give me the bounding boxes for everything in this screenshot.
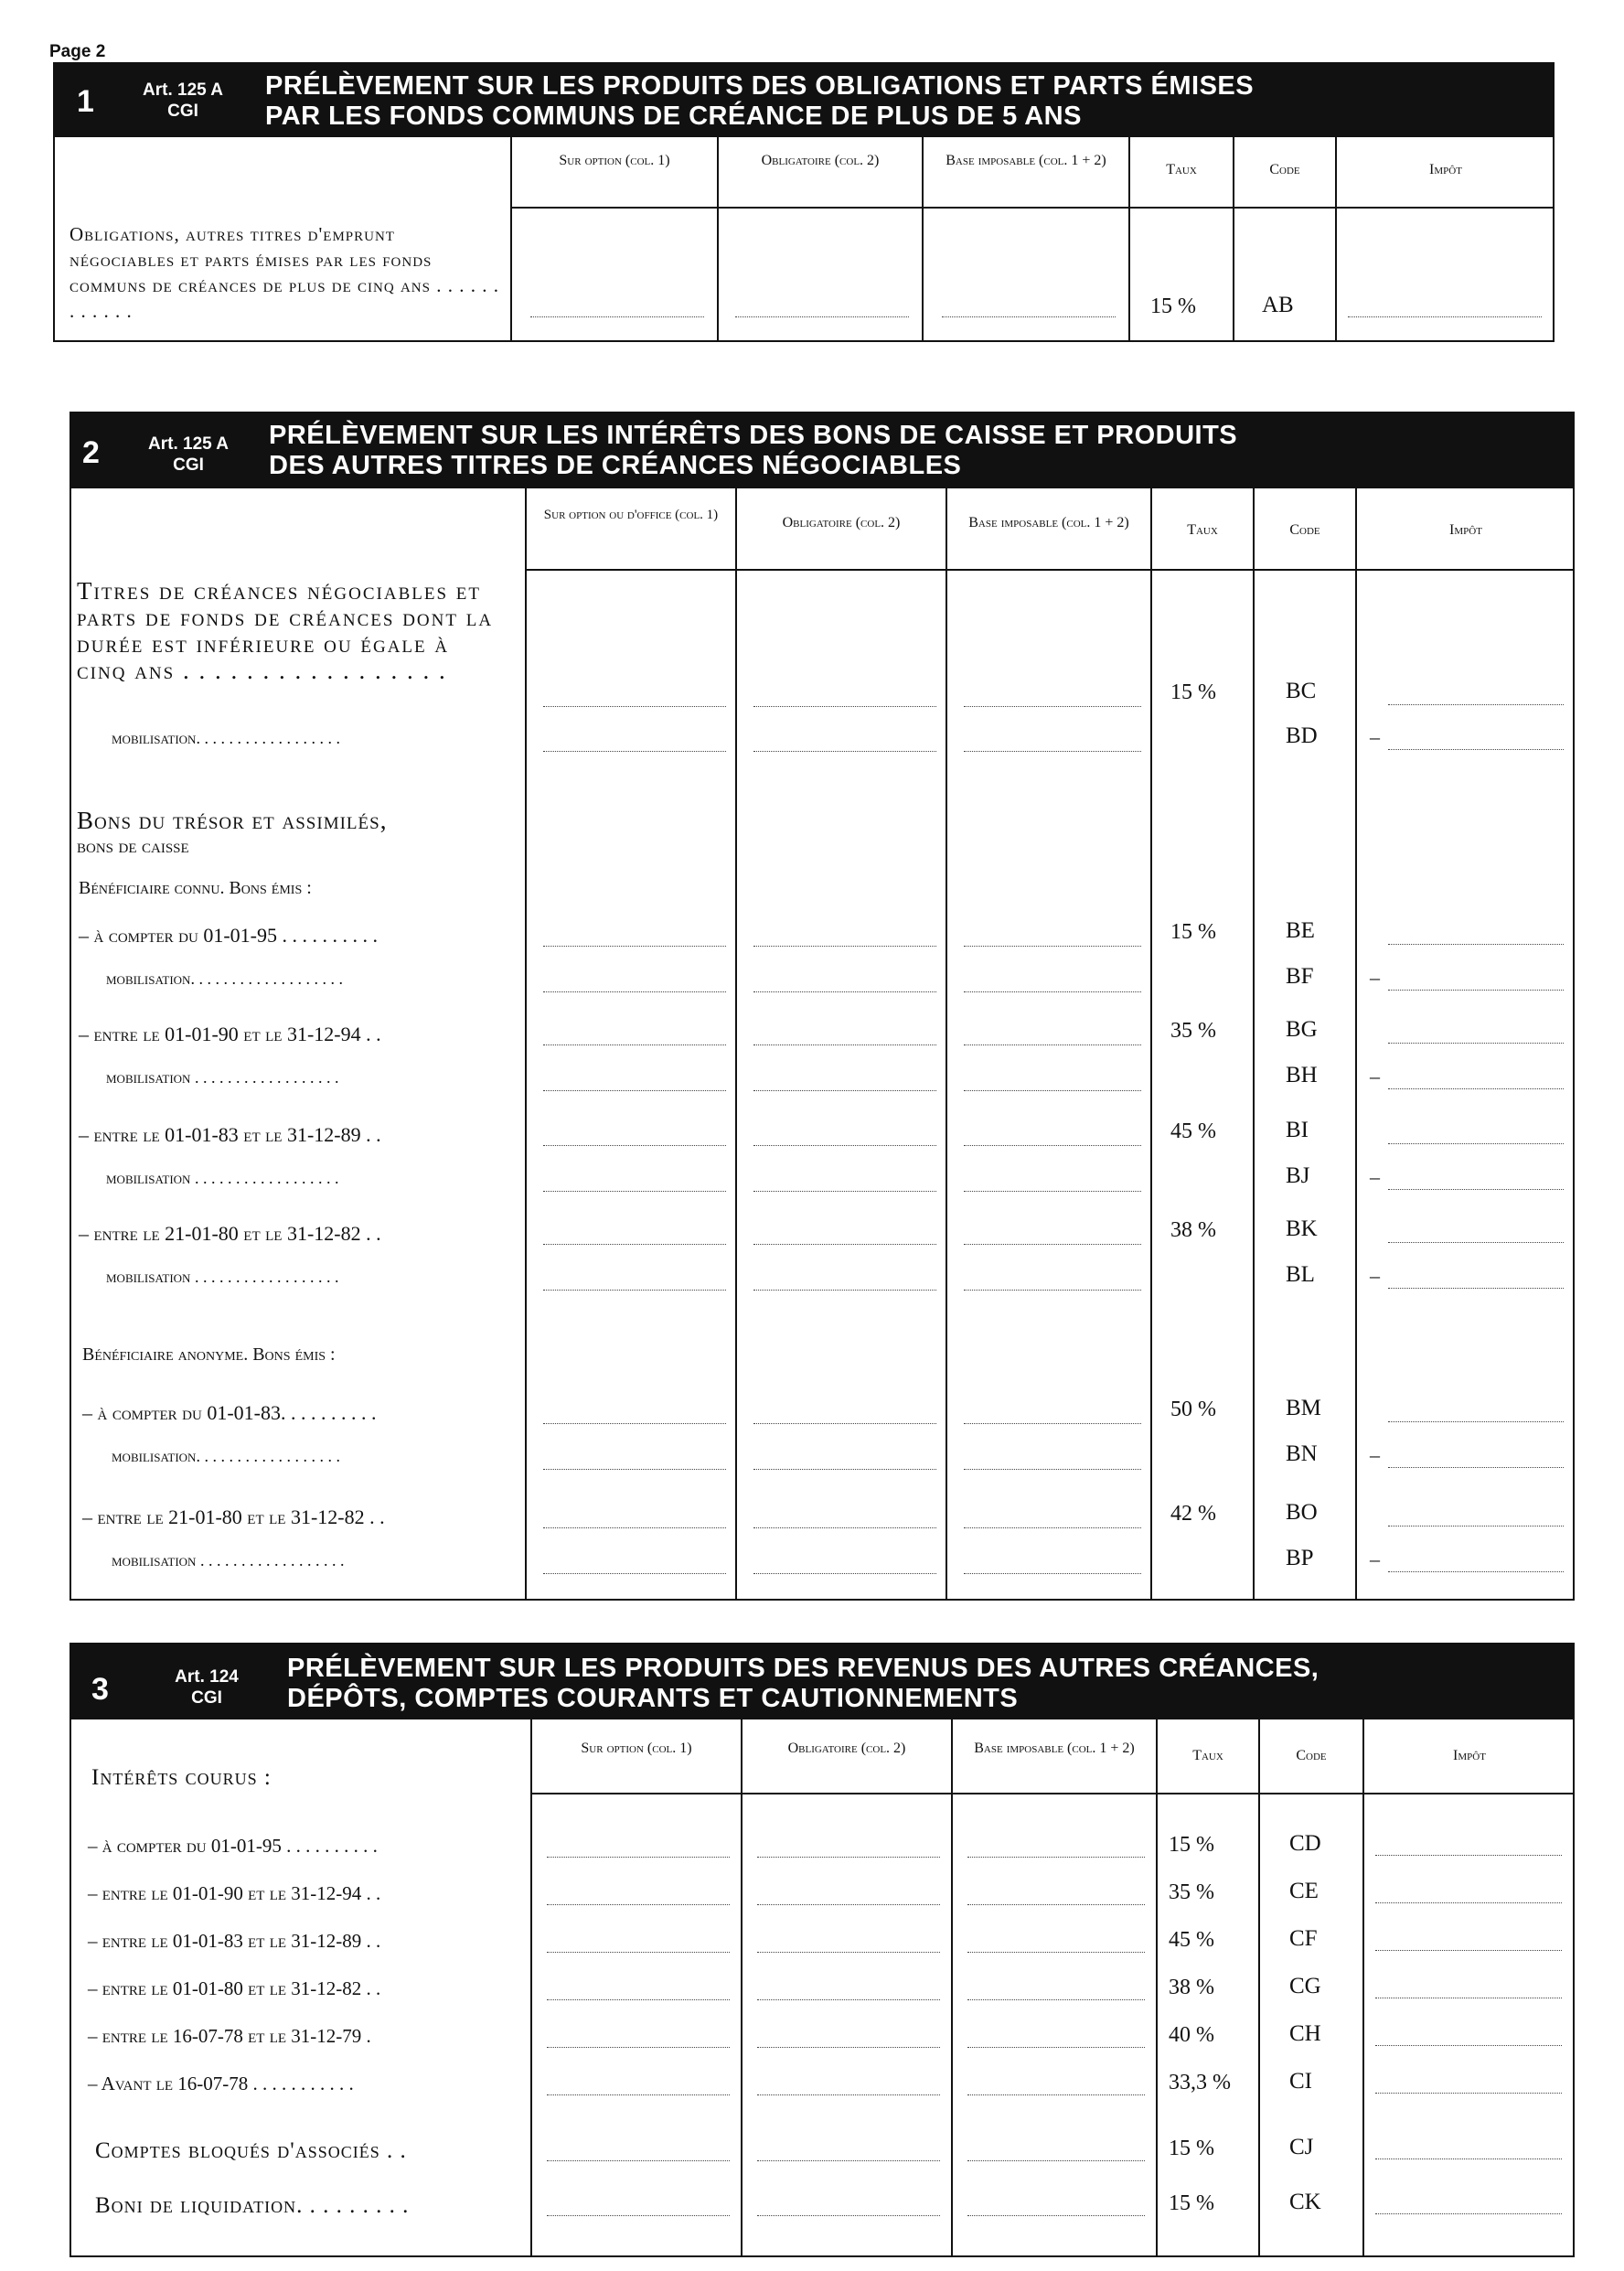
col-header-base-imposable: Base imposable (col. 1 + 2) bbox=[946, 153, 1106, 168]
section-title bbox=[287, 1654, 1319, 1714]
input-sur-option[interactable] bbox=[543, 1469, 726, 1470]
code: CG bbox=[1289, 1974, 1321, 1998]
rate: 42 % bbox=[1170, 1502, 1216, 1526]
code: BC bbox=[1286, 679, 1317, 703]
input-sur-option[interactable] bbox=[547, 2094, 730, 2095]
code: BK bbox=[1286, 1216, 1318, 1241]
section-title-line2: PAR LES FONDS COMMUNS DE CRÉANCE DE PLUS DE 5 ANS bbox=[265, 102, 1082, 131]
col-header-base-imposable: Base imposable (col. 1 + 2) bbox=[974, 1741, 1135, 1756]
section-number: 3 bbox=[91, 1672, 109, 1707]
section-1 bbox=[53, 62, 1555, 342]
beneficiaire-connu-label: Bénéficiaire connu. Bons émis : bbox=[79, 878, 312, 898]
code: BL bbox=[1286, 1262, 1315, 1287]
rate: 38 % bbox=[1170, 1218, 1216, 1242]
input-obligatoire[interactable] bbox=[753, 1290, 936, 1291]
input-obligatoire[interactable] bbox=[753, 1145, 936, 1146]
article-ref bbox=[128, 80, 238, 122]
period-label: – entre le 21-01-80 et le 31-12-82 . . bbox=[79, 1222, 381, 1245]
input-base-imposable[interactable] bbox=[964, 1191, 1141, 1192]
mobilisation-label: mobilisation . . . . . . . . . . . . . . . . . . bbox=[112, 1551, 345, 1569]
input-impot[interactable] bbox=[1388, 990, 1564, 991]
input-obligatoire[interactable] bbox=[753, 1244, 936, 1245]
input-base-imposable[interactable] bbox=[967, 2047, 1145, 2048]
input-obligatoire[interactable] bbox=[753, 1044, 936, 1045]
bons-tresor-label-line2: bons de caisse bbox=[77, 834, 189, 857]
input-obligatoire[interactable] bbox=[757, 2094, 940, 2095]
col-divider bbox=[951, 1719, 953, 2255]
section-title bbox=[269, 421, 1237, 481]
rate: 40 % bbox=[1169, 2023, 1214, 2047]
rate: 35 % bbox=[1169, 1880, 1214, 1904]
input-sur-option[interactable] bbox=[543, 1527, 726, 1528]
article-ref bbox=[152, 1666, 262, 1709]
input-sur-option[interactable] bbox=[543, 1423, 726, 1424]
col-header-obligatoire: Obligatoire (col. 2) bbox=[761, 153, 880, 168]
rate: 15 % bbox=[1169, 2137, 1214, 2160]
period-label: – à compter du 01-01-95 . . . . . . . . . . bbox=[79, 924, 378, 947]
input-obligatoire[interactable] bbox=[753, 1573, 936, 1574]
input-obligatoire[interactable] bbox=[757, 1999, 940, 2000]
section-2 bbox=[69, 412, 1575, 1601]
input-obligatoire[interactable] bbox=[757, 2160, 940, 2161]
input-obligatoire[interactable] bbox=[753, 946, 936, 947]
row-label: Obligations, autres titres d'emprunt négociables et parts émises par les fonds communs de créances de plus de cinq ans . . . . . . . . . . . . bbox=[69, 223, 499, 322]
input-obligatoire[interactable] bbox=[757, 1857, 940, 1858]
input-base-imposable[interactable] bbox=[967, 1857, 1145, 1858]
impot-dash: – bbox=[1370, 1548, 1380, 1570]
rate: 15 % bbox=[1169, 1833, 1214, 1857]
impot-dash: – bbox=[1370, 966, 1380, 989]
col-divider bbox=[1258, 1719, 1260, 2255]
col-divider bbox=[1150, 488, 1152, 1599]
impot-dash: – bbox=[1370, 1065, 1380, 1087]
input-base-imposable[interactable] bbox=[964, 946, 1141, 947]
input-base-imposable[interactable] bbox=[964, 1090, 1141, 1091]
section-title bbox=[265, 71, 1254, 132]
input-obligatoire[interactable] bbox=[753, 1191, 936, 1192]
col-header-impot: Impôt bbox=[1429, 162, 1462, 177]
input-sur-option[interactable] bbox=[547, 1999, 730, 2000]
code: BG bbox=[1286, 1017, 1318, 1042]
col-header-code: Code bbox=[1269, 162, 1300, 177]
col-header-taux: Taux bbox=[1166, 162, 1197, 177]
input-impot[interactable] bbox=[1388, 1043, 1564, 1044]
section-1-header bbox=[55, 64, 1553, 137]
input-impot[interactable] bbox=[1388, 944, 1564, 945]
code: BM bbox=[1286, 1396, 1321, 1420]
col-header-code: Code bbox=[1289, 522, 1320, 538]
article-number: Art. 125 A bbox=[148, 434, 229, 454]
input-sur-option[interactable] bbox=[547, 2047, 730, 2048]
input-sur-option[interactable] bbox=[543, 1244, 726, 1245]
impot-dash: – bbox=[1370, 725, 1380, 748]
code: CI bbox=[1289, 2069, 1312, 2094]
input-base-imposable[interactable] bbox=[964, 1527, 1141, 1528]
section-number: 2 bbox=[82, 435, 100, 470]
section-3-header bbox=[71, 1644, 1573, 1719]
input-sur-option[interactable] bbox=[543, 1191, 726, 1192]
input-base-imposable[interactable] bbox=[967, 1952, 1145, 1953]
input-impot[interactable] bbox=[1388, 1467, 1564, 1468]
input-obligatoire[interactable] bbox=[757, 1952, 940, 1953]
impot-dash: – bbox=[1370, 1443, 1380, 1466]
input-impot[interactable] bbox=[1388, 1189, 1564, 1190]
mobilisation-label: mobilisation. . . . . . . . . . . . . . . . . . bbox=[112, 729, 340, 747]
mobilisation-label: mobilisation . . . . . . . . . . . . . . . . . . bbox=[106, 1169, 339, 1187]
titres-creances-label: Titres de créances négociables et parts de fonds de créances dont la durée est inférieure ou égale à cinq ans . . . . . . . . . . . . . . . . . bbox=[77, 577, 494, 684]
rate: 45 % bbox=[1170, 1119, 1216, 1143]
period-label: – entre le 01-01-83 et le 31-12-89 . . bbox=[79, 1123, 381, 1146]
input-obligatoire[interactable] bbox=[757, 2215, 940, 2216]
input-sur-option[interactable] bbox=[543, 1290, 726, 1291]
input-base-imposable[interactable] bbox=[964, 1423, 1141, 1424]
input-sur-option[interactable] bbox=[543, 1573, 726, 1574]
period-label: – Avant le 16-07-78 . . . . . . . . . . . bbox=[88, 2073, 354, 2094]
beneficiaire-anonyme-label: Bénéficiaire anonyme. Bons émis : bbox=[82, 1344, 336, 1365]
input-base-imposable[interactable] bbox=[967, 2215, 1145, 2216]
mobilisation-label: mobilisation . . . . . . . . . . . . . . . . . . bbox=[106, 1268, 339, 1286]
input-base-imposable[interactable] bbox=[967, 2160, 1145, 2161]
page-label: Page 2 bbox=[49, 42, 106, 61]
article-ref bbox=[134, 434, 243, 476]
period-label: – entre le 01-01-90 et le 31-12-94 . . bbox=[79, 1023, 381, 1045]
input-base-imposable[interactable] bbox=[964, 991, 1141, 992]
input-sur-option[interactable] bbox=[543, 1090, 726, 1091]
input-base-imposable[interactable] bbox=[964, 1290, 1141, 1291]
col-header-sur-option: Sur option (col. 1) bbox=[559, 153, 670, 168]
code: BH bbox=[1286, 1063, 1318, 1087]
section-title-line1: PRÉLÈVEMENT SUR LES PRODUITS DES OBLIGATIONS ET PARTS ÉMISES bbox=[265, 71, 1255, 101]
input-sur-option[interactable] bbox=[547, 1857, 730, 1858]
col-divider bbox=[525, 488, 527, 1599]
col-header-code: Code bbox=[1296, 1748, 1327, 1763]
input-obligatoire[interactable] bbox=[753, 1469, 936, 1470]
rate: 45 % bbox=[1169, 1928, 1214, 1952]
code: AB bbox=[1262, 293, 1294, 317]
rate: 38 % bbox=[1169, 1976, 1214, 1999]
period-label: – à compter du 01-01-95 . . . . . . . . . . bbox=[88, 1835, 378, 1857]
input-impot[interactable] bbox=[1375, 1950, 1562, 1951]
input-impot[interactable] bbox=[1388, 749, 1564, 750]
input-sur-option[interactable] bbox=[547, 1904, 730, 1905]
input-impot[interactable] bbox=[1388, 1571, 1564, 1572]
code: BI bbox=[1286, 1118, 1309, 1142]
input-impot[interactable] bbox=[1348, 316, 1542, 317]
input-obligatoire[interactable] bbox=[735, 316, 909, 317]
input-impot[interactable] bbox=[1388, 1143, 1564, 1144]
input-impot[interactable] bbox=[1375, 2213, 1562, 2214]
input-obligatoire[interactable] bbox=[753, 706, 936, 707]
input-obligatoire[interactable] bbox=[757, 1904, 940, 1905]
rate: 15 % bbox=[1170, 920, 1216, 944]
input-impot[interactable] bbox=[1375, 2093, 1562, 2094]
code: BO bbox=[1286, 1500, 1318, 1525]
article-code: CGI bbox=[173, 455, 204, 475]
input-obligatoire[interactable] bbox=[753, 751, 936, 752]
input-impot[interactable] bbox=[1375, 1902, 1562, 1903]
col-divider bbox=[735, 488, 737, 1599]
input-impot[interactable] bbox=[1388, 1088, 1564, 1089]
impot-dash: – bbox=[1370, 1264, 1380, 1287]
col-divider bbox=[1362, 1719, 1364, 2255]
header-divider bbox=[530, 1793, 1573, 1794]
header-divider bbox=[525, 569, 1573, 571]
input-obligatoire[interactable] bbox=[753, 1527, 936, 1528]
code: CK bbox=[1289, 2190, 1321, 2214]
row-label: Comptes bloqués d'associés . . bbox=[95, 2138, 407, 2163]
code: CH bbox=[1289, 2021, 1321, 2046]
input-sur-option[interactable] bbox=[543, 991, 726, 992]
col-header-base-imposable: Base imposable (col. 1 + 2) bbox=[968, 515, 1129, 530]
code: BD bbox=[1286, 723, 1318, 748]
rate: 33,3 % bbox=[1169, 2071, 1231, 2094]
code: BJ bbox=[1286, 1163, 1310, 1188]
input-sur-option[interactable] bbox=[543, 1044, 726, 1045]
rate: 15 % bbox=[1170, 680, 1216, 704]
input-sur-option[interactable] bbox=[547, 1952, 730, 1953]
code: CJ bbox=[1289, 2135, 1314, 2159]
col-header-sur-option: Sur option (col. 1) bbox=[581, 1741, 692, 1756]
input-base-imposable[interactable] bbox=[964, 751, 1141, 752]
section-number: 1 bbox=[77, 84, 94, 119]
col-divider bbox=[741, 1719, 743, 2255]
col-header-impot: Impôt bbox=[1453, 1748, 1486, 1763]
input-impot[interactable] bbox=[1388, 1288, 1564, 1289]
input-base-imposable[interactable] bbox=[967, 1999, 1145, 2000]
rate: 35 % bbox=[1170, 1019, 1216, 1043]
article-number: Art. 124 bbox=[175, 1667, 239, 1687]
section-2-header bbox=[71, 413, 1573, 488]
input-base-imposable[interactable] bbox=[964, 1145, 1141, 1146]
article-code: CGI bbox=[167, 102, 198, 121]
row-label: Boni de liquidation. . . . . . . . . bbox=[95, 2193, 410, 2218]
article-code: CGI bbox=[191, 1688, 222, 1708]
rate: 15 % bbox=[1150, 295, 1196, 318]
col-header-obligatoire: Obligatoire (col. 2) bbox=[782, 515, 901, 530]
col-divider bbox=[530, 1719, 532, 2255]
period-label: – à compter du 01-01-83. . . . . . . . . . bbox=[82, 1401, 377, 1424]
col-header-taux: Taux bbox=[1192, 1748, 1223, 1763]
input-impot[interactable] bbox=[1388, 704, 1564, 705]
col-header-impot: Impôt bbox=[1449, 522, 1482, 538]
mobilisation-label: mobilisation. . . . . . . . . . . . . . . . . . bbox=[112, 1447, 340, 1465]
col-divider bbox=[1253, 488, 1255, 1599]
col-divider bbox=[946, 488, 947, 1599]
mobilisation-label: mobilisation. . . . . . . . . . . . . . . . . . . bbox=[106, 969, 343, 988]
col-header-taux: Taux bbox=[1187, 522, 1218, 538]
input-impot[interactable] bbox=[1375, 2045, 1562, 2046]
code: BE bbox=[1286, 918, 1315, 943]
input-obligatoire[interactable] bbox=[753, 991, 936, 992]
input-base-imposable[interactable] bbox=[964, 1573, 1141, 1574]
col-header-sur-option-office: Sur option ou d'office (col. 1) bbox=[543, 508, 719, 522]
input-base-imposable[interactable] bbox=[964, 1244, 1141, 1245]
input-base-imposable[interactable] bbox=[967, 1904, 1145, 1905]
col-header-obligatoire: Obligatoire (col. 2) bbox=[787, 1741, 906, 1756]
period-label: – entre le 01-01-80 et le 31-12-82 . . bbox=[88, 1977, 381, 1999]
input-impot[interactable] bbox=[1375, 1855, 1562, 1856]
input-base-imposable[interactable] bbox=[967, 2094, 1145, 2095]
code: CD bbox=[1289, 1831, 1321, 1856]
col-divider bbox=[1355, 488, 1357, 1599]
input-obligatoire[interactable] bbox=[753, 1423, 936, 1424]
bons-tresor-label-line1: Bons du trésor et assimilés, bbox=[77, 807, 388, 834]
period-label: – entre le 21-01-80 et le 31-12-82 . . bbox=[82, 1505, 385, 1528]
col-divider bbox=[1156, 1719, 1158, 2255]
code: BF bbox=[1286, 964, 1314, 989]
section-3 bbox=[69, 1643, 1575, 2257]
section-title-line1: PRÉLÈVEMENT SUR LES INTÉRÊTS DES BONS DE CAISSE ET PRODUITS bbox=[269, 421, 1238, 450]
code: CE bbox=[1289, 1879, 1319, 1903]
input-base-imposable[interactable] bbox=[964, 1469, 1141, 1470]
input-sur-option[interactable] bbox=[547, 2160, 730, 2161]
section-title-line2: DÉPÔTS, COMPTES COURANTS ET CAUTIONNEMENTS bbox=[287, 1684, 1019, 1713]
rate: 50 % bbox=[1170, 1398, 1216, 1421]
rate: 15 % bbox=[1169, 2191, 1214, 2215]
input-obligatoire[interactable] bbox=[757, 2047, 940, 2048]
input-base-imposable[interactable] bbox=[964, 1044, 1141, 1045]
period-label: – entre le 01-01-83 et le 31-12-89 . . bbox=[88, 1930, 381, 1952]
input-base-imposable[interactable] bbox=[964, 706, 1141, 707]
input-sur-option[interactable] bbox=[530, 316, 704, 317]
input-sur-option[interactable] bbox=[543, 946, 726, 947]
input-sur-option[interactable] bbox=[543, 751, 726, 752]
input-base-imposable[interactable] bbox=[942, 316, 1116, 317]
section-title-line2: DES AUTRES TITRES DE CRÉANCES NÉGOCIABLES bbox=[269, 451, 962, 480]
header-divider bbox=[510, 207, 1553, 209]
input-impot[interactable] bbox=[1388, 1242, 1564, 1243]
code: CF bbox=[1289, 1926, 1318, 1951]
input-sur-option[interactable] bbox=[543, 1145, 726, 1146]
period-label: – entre le 16-07-78 et le 31-12-79 . bbox=[88, 2025, 371, 2047]
input-sur-option[interactable] bbox=[543, 706, 726, 707]
input-impot[interactable] bbox=[1388, 1421, 1564, 1422]
input-obligatoire[interactable] bbox=[753, 1090, 936, 1091]
code: BP bbox=[1286, 1546, 1314, 1570]
input-sur-option[interactable] bbox=[547, 2215, 730, 2216]
interets-courus-label: Intérêts courus : bbox=[91, 1765, 272, 1790]
article-number: Art. 125 A bbox=[143, 80, 223, 100]
impot-dash: – bbox=[1370, 1165, 1380, 1188]
mobilisation-label: mobilisation . . . . . . . . . . . . . . . . . . bbox=[106, 1068, 339, 1087]
section-title-line1: PRÉLÈVEMENT SUR LES PRODUITS DES REVENUS DES AUTRES CRÉANCES, bbox=[287, 1654, 1320, 1683]
period-label: – entre le 01-01-90 et le 31-12-94 . . bbox=[88, 1882, 381, 1904]
code: BN bbox=[1286, 1441, 1318, 1466]
